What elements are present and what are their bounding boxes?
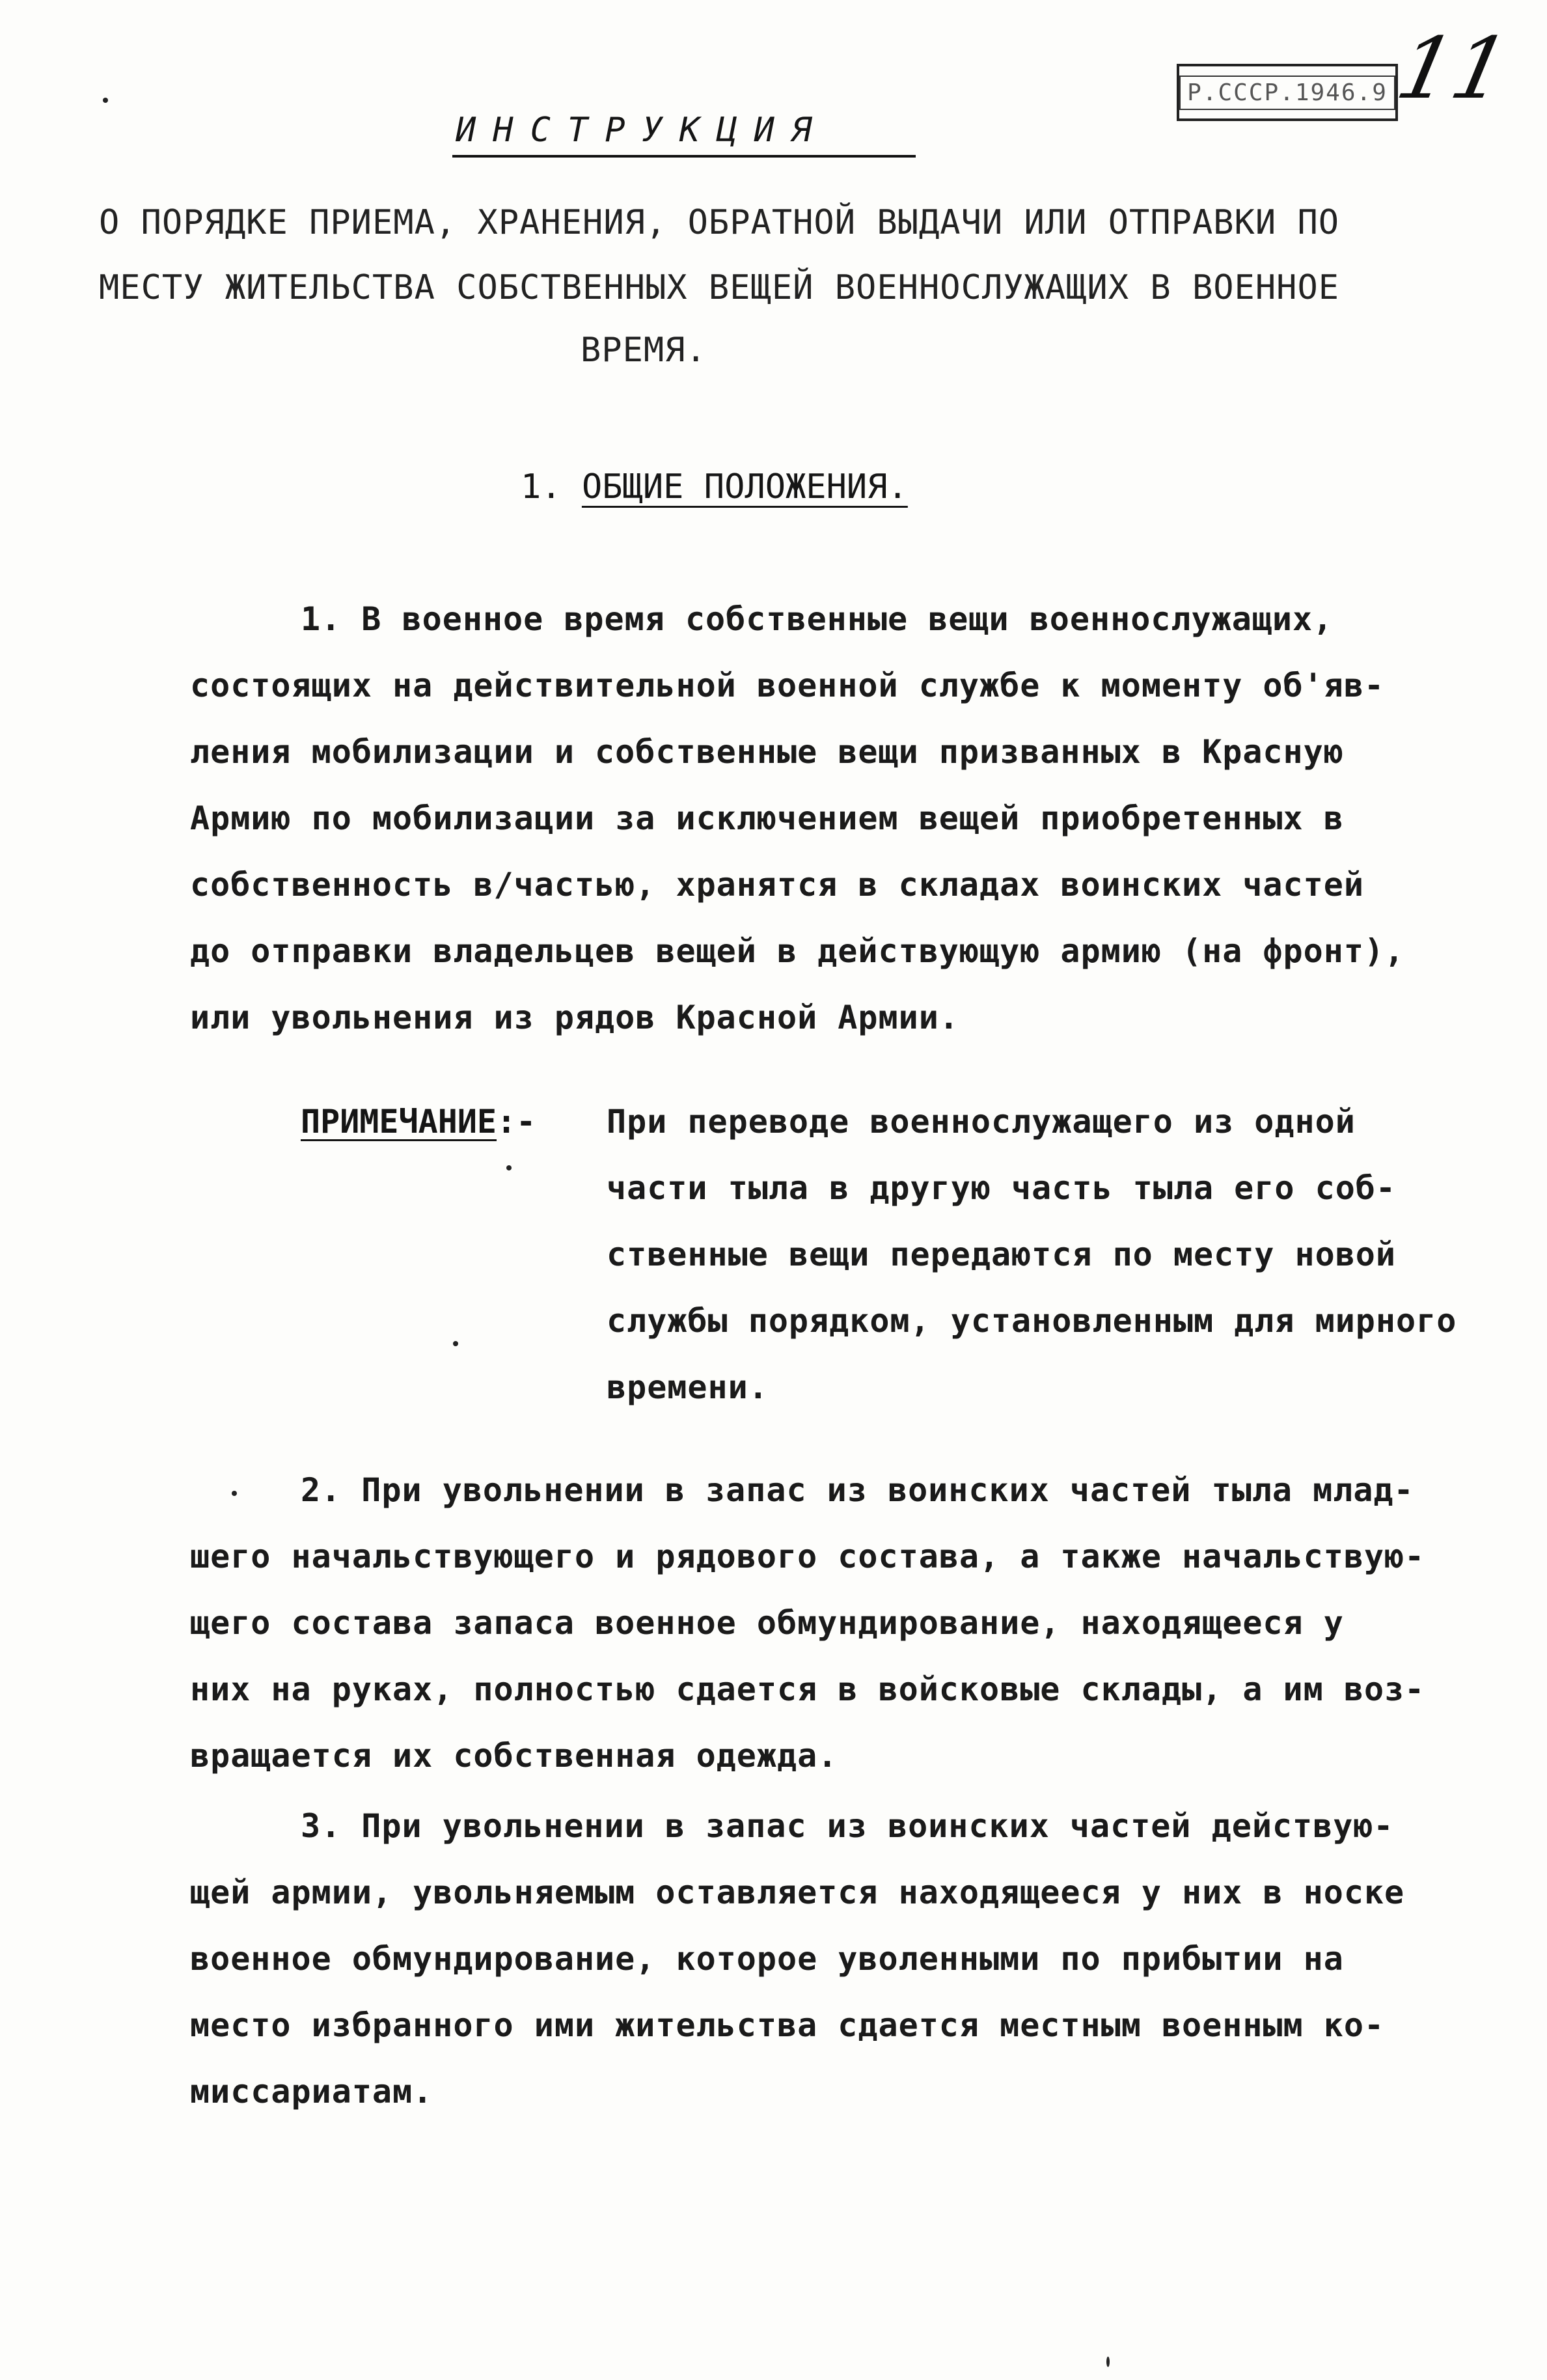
paragraph2-line-5: вращается их собственная одежда. bbox=[190, 1737, 838, 1775]
note-line-3: ственные вещи передаются по месту новой bbox=[607, 1236, 1396, 1273]
note-label-text: ПРИМЕЧАНИЕ bbox=[301, 1103, 497, 1141]
scan-speck bbox=[1106, 2357, 1110, 2367]
note-line-5: времени. bbox=[607, 1368, 769, 1406]
subtitle-line-1: О ПОРЯДКЕ ПРИЕМА, ХРАНЕНИЯ, ОБРАТНОЙ ВЫДАЧИ ИЛИ ОТПРАВКИ ПО bbox=[99, 203, 1340, 242]
paragraph2-line-1: 2. При увольнении в запас из воинских частей тыла млад- bbox=[301, 1471, 1414, 1509]
paragraph3-line-4: место избранного ими жительства сдается местным военным ко- bbox=[190, 2006, 1385, 2044]
paragraph3-line-3: военное обмундирование, которое уволенными по прибытии на bbox=[190, 1940, 1344, 1978]
paragraph1-line-6: до отправки владельцев вещей в действующую армию (на фронт), bbox=[190, 932, 1405, 970]
subtitle-line-3: ВРЕМЯ. bbox=[581, 331, 707, 370]
paragraph1-line-3: ления мобилизации и собственные вещи призванных в Красную bbox=[190, 733, 1344, 771]
paragraph1-line-7: или увольнения из рядов Красной Армии. bbox=[190, 999, 959, 1036]
paragraph3-line-5: миссариатам. bbox=[190, 2073, 433, 2110]
note-line-1: При переводе военнослужащего из одной bbox=[607, 1103, 1356, 1141]
scan-speck bbox=[103, 98, 108, 103]
note-line-4: службы порядком, установленным для мирного bbox=[607, 1302, 1457, 1340]
page-number: 11 bbox=[1388, 19, 1518, 118]
paragraph2-line-2: шего начальствующего и рядового состава, а также начальствую- bbox=[190, 1538, 1425, 1575]
paragraph1-line-1: 1. В военное время собственные вещи военнослужащих, bbox=[301, 600, 1334, 638]
note-label bbox=[301, 1103, 536, 1141]
paragraph3-line-1: 3. При увольнении в запас из воинских частей действую- bbox=[301, 1807, 1394, 1845]
paragraph1-line-5: собственность в/частью, хранятся в складах воинских частей bbox=[190, 866, 1364, 904]
section-number: 1. bbox=[521, 467, 562, 506]
note-line-2: части тыла в другую часть тыла его соб- bbox=[607, 1169, 1396, 1207]
archive-code: Р.СССР.1946.9 bbox=[1179, 76, 1395, 110]
scan-speck bbox=[506, 1165, 512, 1170]
scan-speck bbox=[232, 1491, 237, 1496]
subtitle-line-2: МЕСТУ ЖИТЕЛЬСТВА СОБСТВЕННЫХ ВЕЩЕЙ ВОЕННОСЛУЖАЩИХ В ВОЕННОЕ bbox=[99, 268, 1340, 307]
note-separator: :- bbox=[497, 1103, 536, 1141]
archive-stamp bbox=[1177, 64, 1398, 121]
section-title: ОБЩИЕ ПОЛОЖЕНИЯ. bbox=[581, 467, 908, 506]
section-heading bbox=[521, 467, 908, 506]
paragraph2-line-3: щего состава запаса военное обмундирование, находящееся у bbox=[190, 1604, 1344, 1642]
paragraph2-line-4: них на руках, полностью сдается в войсковые склады, а им воз- bbox=[190, 1670, 1425, 1708]
title-underline bbox=[452, 155, 916, 158]
document-title: ИНСТРУКЦИЯ bbox=[456, 111, 829, 150]
paragraph1-line-4: Армию по мобилизации за исключением вещей приобретенных в bbox=[190, 799, 1344, 837]
paragraph1-line-2: состоящих на действительной военной службе к моменту об'яв- bbox=[190, 667, 1385, 704]
scan-speck bbox=[453, 1341, 458, 1346]
paragraph3-line-2: щей армии, увольняемым оставляется находящееся у них в носке bbox=[190, 1874, 1405, 1911]
